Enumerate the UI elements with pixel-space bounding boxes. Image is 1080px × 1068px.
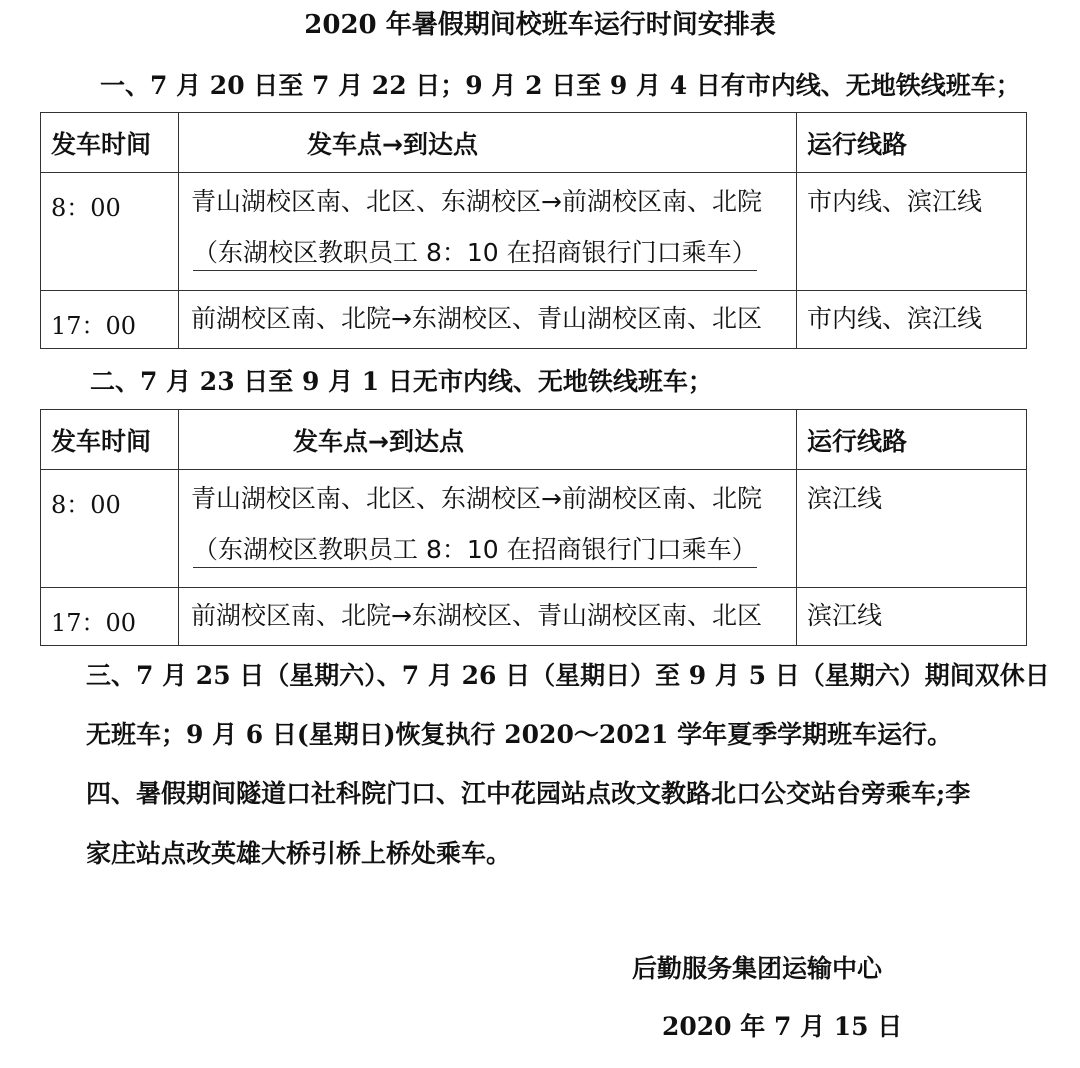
- column-header-departure-time: 发车时间: [41, 410, 179, 470]
- route-cell: [179, 470, 797, 588]
- section4-line1: 四、暑假期间隧道口社科院门口、江中花园站点改文教路北口公交站台旁乘车;李: [86, 779, 971, 808]
- route-cell: [179, 173, 797, 291]
- schedule-table-2: [40, 409, 1027, 646]
- table-row: [41, 588, 1027, 646]
- document-title: 2020 年暑假期间校班车运行时间安排表: [304, 10, 776, 40]
- column-header-line: 运行线路: [797, 113, 1027, 173]
- table-row: [41, 291, 1027, 349]
- boarding-note: （东湖校区教职员工 8：10 在招商银行门口乘车）: [193, 535, 757, 568]
- table-header-row: [41, 113, 1027, 173]
- departure-time: 17：00: [41, 588, 179, 646]
- column-header-route: 发车点→到达点: [179, 113, 797, 173]
- column-header-route: 发车点→到达点: [179, 410, 797, 470]
- bus-line: 市内线、滨江线: [797, 291, 1027, 349]
- signature-date: 2020 年 7 月 15 日: [662, 1012, 903, 1041]
- table-row: [41, 470, 1027, 588]
- route-text: 前湖校区南、北院→东湖校区、青山湖校区南、北区: [179, 291, 797, 349]
- route-text: 青山湖校区南、北区、东湖校区→前湖校区南、北院: [191, 484, 762, 513]
- section4-line2: 家庄站点改英雄大桥引桥上桥处乘车。: [86, 839, 512, 868]
- boarding-note: （东湖校区教职员工 8：10 在招商银行门口乘车）: [193, 238, 757, 271]
- section2-heading: 二、7 月 23 日至 9 月 1 日无市内线、无地铁线班车；: [90, 367, 713, 396]
- bus-line: 滨江线: [797, 470, 1027, 588]
- table-row: [41, 173, 1027, 291]
- section3-line2: 无班车；9 月 6 日(星期日)恢复执行 2020～2021 学年夏季学期班车运行。: [86, 720, 953, 749]
- departure-time: 17：00: [41, 291, 179, 349]
- column-header-departure-time: 发车时间: [41, 113, 179, 173]
- bus-line: 滨江线: [797, 588, 1027, 646]
- column-header-line: 运行线路: [797, 410, 1027, 470]
- bus-line: 市内线、滨江线: [797, 173, 1027, 291]
- schedule-table-1: [40, 112, 1027, 349]
- route-text: 前湖校区南、北院→东湖校区、青山湖校区南、北区: [179, 588, 797, 646]
- signature-organization: 后勤服务集团运输中心: [632, 954, 883, 983]
- departure-time: 8：00: [41, 470, 179, 588]
- section1-heading: 一、7 月 20 日至 7 月 22 日；9 月 2 日至 9 月 4 日有市内线、无地铁线班车；: [100, 71, 1021, 100]
- table-header-row: [41, 410, 1027, 470]
- section3-line1: 三、7 月 25 日（星期六）、7 月 26 日（星期日）至 9 月 5 日（星期六）期间双休日: [86, 661, 1050, 690]
- departure-time: 8：00: [41, 173, 179, 291]
- route-text: 青山湖校区南、北区、东湖校区→前湖校区南、北院: [191, 187, 762, 216]
